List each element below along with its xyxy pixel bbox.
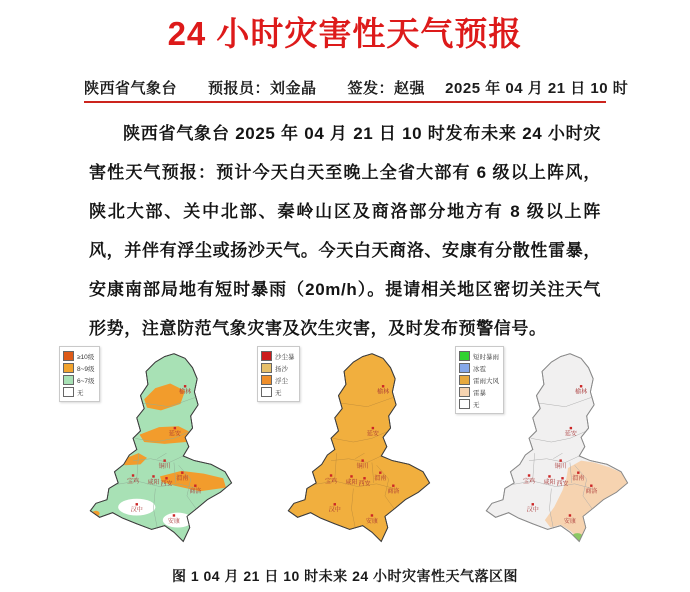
legend-row [63, 374, 95, 386]
city-marker [372, 427, 374, 429]
legend-label: 无 [473, 401, 480, 409]
city-marker [559, 459, 561, 461]
city-label: 汉中 [130, 507, 143, 514]
city-marker [577, 471, 579, 473]
map-convection [449, 338, 637, 562]
legend-color-swatch [459, 399, 470, 409]
legend-color-swatch [63, 375, 74, 385]
city-marker [181, 471, 183, 473]
legend-color-swatch [63, 387, 74, 397]
city-label: 西安 [160, 481, 173, 488]
city-label: 渭南 [374, 476, 387, 483]
city-marker [330, 474, 332, 476]
wind-gust-legend [59, 346, 100, 402]
city-marker [561, 477, 563, 479]
city-marker [548, 475, 550, 477]
legend-color-swatch [459, 375, 470, 385]
city-label: 宝鸡 [523, 478, 536, 485]
forecast-paragraph: 陕西省气象台 2025 年 04 月 21 日 10 时发布未来 24 小时灾害性天气预报：预计今天白天至晚上全省大部有 6 级以上阵风，陕北大部、关中北部、秦岭山区及商洛部分地方有 8 级以上阵风，并伴有浮尘或扬沙天气。今天白天商洛、安康有分散性雷暴，安康南部局地有短时暴雨（20m/h）。提请相关地区密切关注天气形势，注意防范气象灾害及次生灾害，及时发布预警信号。 [89, 124, 601, 338]
city-marker [570, 427, 572, 429]
city-marker [361, 459, 363, 461]
legend-label: 短时暴雨 [473, 353, 499, 361]
map-dust [251, 338, 439, 562]
city-marker [580, 385, 582, 387]
maps-row [0, 338, 690, 562]
legend-row [459, 386, 499, 398]
legend-row [459, 374, 499, 386]
city-marker [532, 503, 534, 505]
city-label: 咸阳 [345, 479, 358, 486]
province-map-svg [81, 342, 239, 556]
legend-color-swatch [261, 375, 272, 385]
city-label: 铜川 [554, 464, 567, 471]
city-label: 西安 [358, 481, 371, 488]
legend-label: 8~9级 [77, 365, 95, 373]
legend-color-swatch [63, 363, 74, 373]
city-label: 安康 [563, 518, 576, 525]
legend-label: 扬沙 [275, 365, 288, 373]
legend-label: 冰雹 [473, 365, 486, 373]
city-marker [363, 477, 365, 479]
figure-caption: 图 1 04 月 21 日 10 时未来 24 小时灾害性天气落区图 [171, 568, 519, 584]
city-marker [184, 385, 186, 387]
city-label: 商洛 [189, 489, 202, 496]
city-label: 商洛 [387, 489, 400, 496]
city-marker [173, 514, 175, 516]
city-marker [379, 471, 381, 473]
legend-color-swatch [459, 351, 470, 361]
city-label: 榆林 [575, 389, 588, 396]
city-marker [136, 503, 138, 505]
city-marker [382, 385, 384, 387]
city-label: 榆林 [377, 389, 390, 396]
header-block [84, 77, 629, 103]
legend-label: 浮尘 [275, 377, 288, 385]
legend-color-swatch [459, 387, 470, 397]
city-marker [528, 474, 530, 476]
convection-legend [455, 346, 504, 414]
city-label: 延安 [168, 431, 181, 438]
city-label: 咸阳 [543, 479, 556, 486]
legend-label: 6~7级 [77, 377, 95, 385]
legend-label: ≥10级 [77, 353, 95, 361]
city-marker [165, 477, 167, 479]
city-marker [590, 485, 592, 487]
legend-label: 沙尘暴 [275, 353, 295, 361]
city-label: 西安 [556, 481, 569, 488]
legend-row [459, 362, 499, 374]
city-label: 延安 [564, 431, 577, 438]
legend-row [261, 362, 295, 374]
city-marker [334, 503, 336, 505]
city-label: 宝鸡 [325, 478, 338, 485]
city-label: 铜川 [158, 464, 171, 471]
weather-spot [92, 511, 99, 517]
legend-row [63, 362, 95, 374]
city-label: 商洛 [585, 489, 598, 496]
legend-label: 无 [275, 389, 282, 397]
legend-row [261, 350, 295, 362]
dust-legend [257, 346, 300, 402]
legend-color-swatch [261, 351, 272, 361]
header-divider [84, 101, 606, 103]
legend-row [63, 350, 95, 362]
legend-row [261, 374, 295, 386]
legend-color-swatch [459, 363, 470, 373]
city-label: 宝鸡 [127, 478, 140, 485]
legend-color-swatch [63, 351, 74, 361]
page-title: 24 小时灾害性天气预报 [167, 15, 523, 52]
city-marker [392, 485, 394, 487]
legend-row [261, 386, 295, 398]
legend-color-swatch [261, 387, 272, 397]
legend-label: 无 [77, 389, 84, 397]
city-label: 渭南 [176, 476, 189, 483]
city-label: 汉中 [328, 507, 341, 514]
city-marker [132, 474, 134, 476]
legend-label: 雷雨大风 [473, 377, 499, 385]
legend-color-swatch [261, 363, 272, 373]
city-marker [569, 514, 571, 516]
city-label: 安康 [167, 518, 180, 525]
city-label: 榆林 [179, 389, 192, 396]
legend-row [459, 398, 499, 410]
city-marker [163, 459, 165, 461]
city-label: 铜川 [356, 464, 369, 471]
city-label: 延安 [366, 431, 379, 438]
map-wind-gust [53, 338, 241, 562]
city-marker [152, 475, 154, 477]
city-label: 咸阳 [147, 479, 160, 486]
legend-label: 雷暴 [473, 389, 486, 397]
city-marker [371, 514, 373, 516]
city-label: 渭南 [572, 476, 585, 483]
city-label: 安康 [365, 518, 378, 525]
city-marker [194, 485, 196, 487]
city-marker [350, 475, 352, 477]
legend-row [459, 350, 499, 362]
city-marker [174, 427, 176, 429]
legend-row [63, 386, 95, 398]
issuer-line: 陕西省气象台 预报员：刘金晶 签发：赵强 2025 年 04 月 21 日 10 时 [84, 80, 629, 97]
city-label: 汉中 [526, 507, 539, 514]
province-map-svg [279, 342, 437, 556]
